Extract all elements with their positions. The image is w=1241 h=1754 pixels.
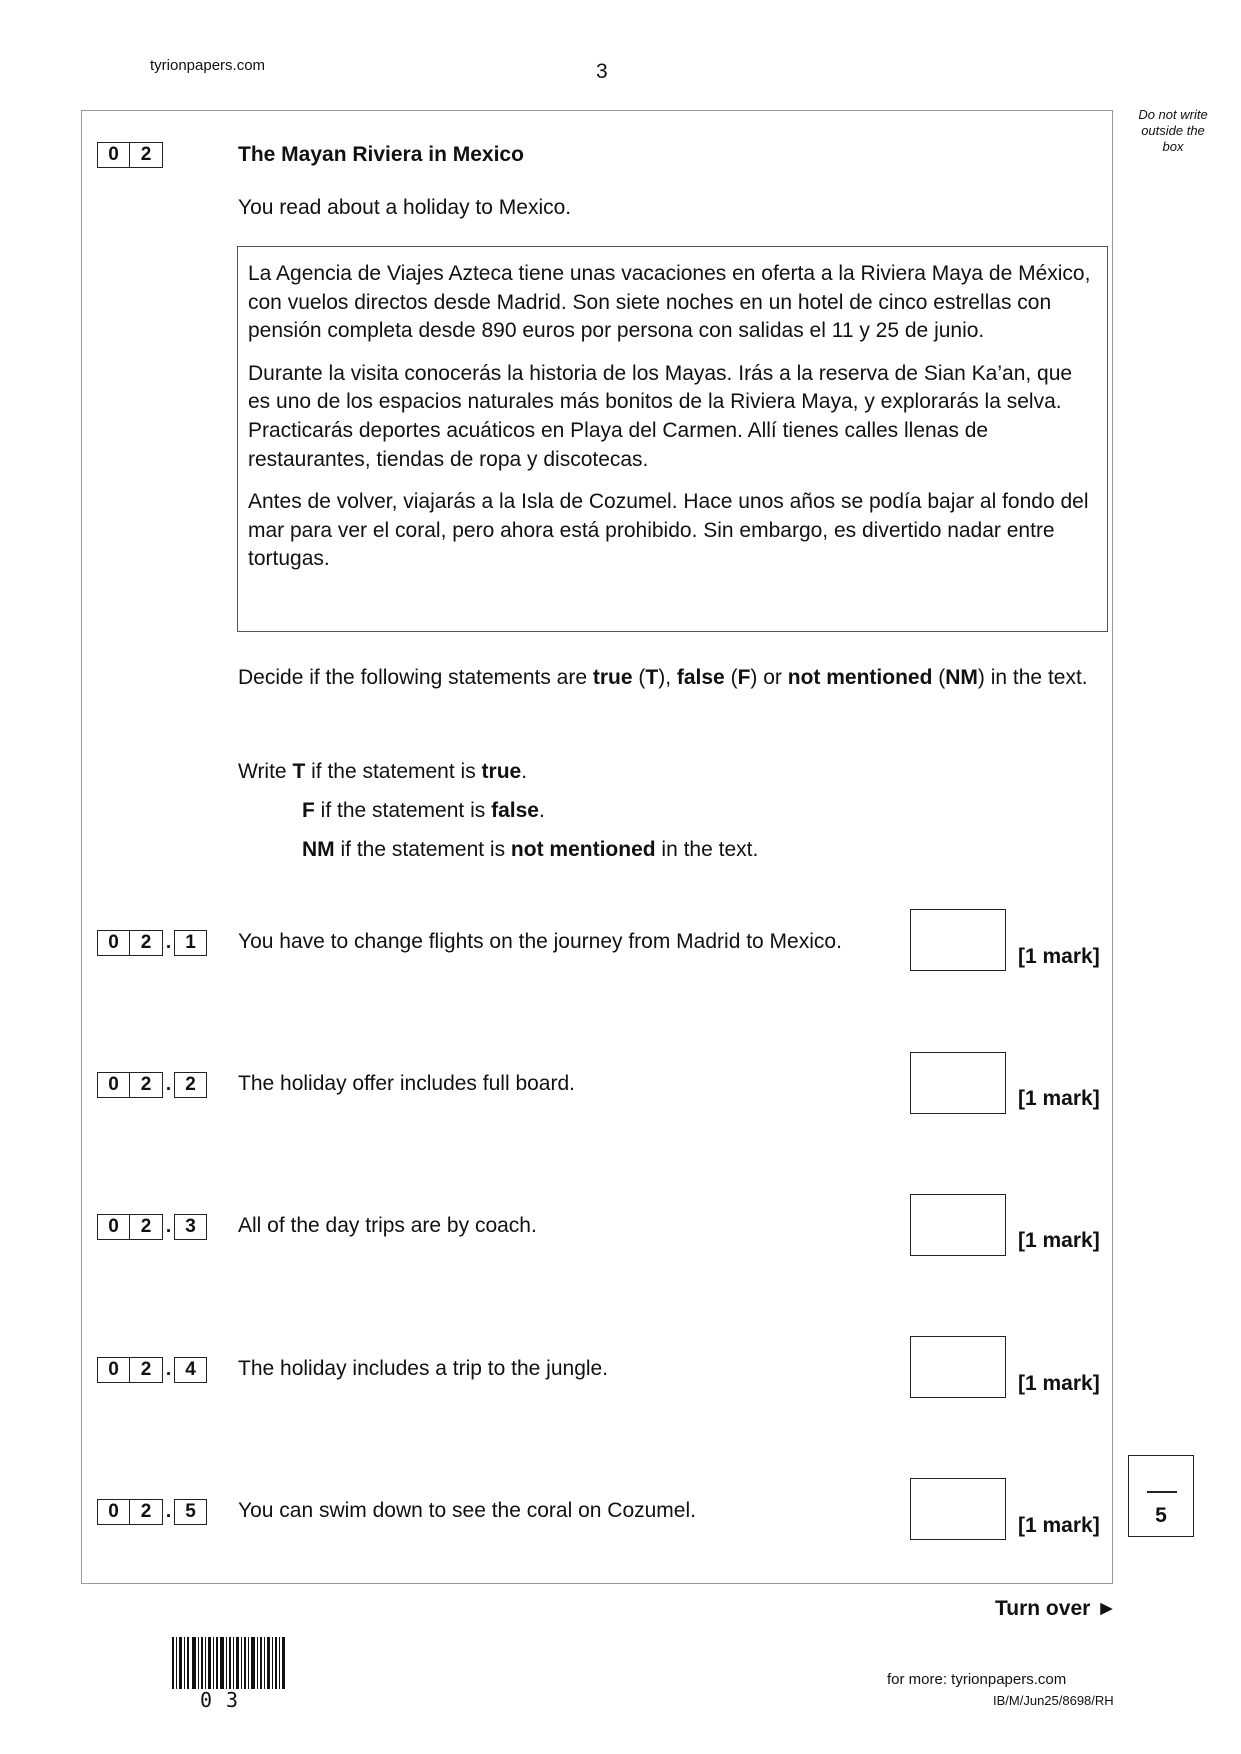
key-text: if the statement is — [314, 799, 492, 822]
total-marks-box — [1128, 1455, 1194, 1537]
number-dot: . — [165, 932, 172, 953]
true-word: true — [592, 666, 633, 689]
margin-note-line: Do not write — [1138, 107, 1208, 122]
passage-paragraph: Durante la visita conocerás la historia de los Mayas. Irás a la reserva de Sian Ka’an, que es uno de los espacios naturales más bonitos de la Riviera Maya, y explorarás la selva. Practicarás deportes acuáticos en Playa del Carmen. Allí tienes calles llenas de restaurantes, tiendas de ropa y discotecas. — [248, 361, 1073, 471]
key-text: if the statement is — [334, 838, 511, 861]
reading-passage — [237, 246, 1108, 632]
subquestion-digit: 3 — [174, 1214, 207, 1240]
mark-label: [1 mark] — [1018, 1514, 1100, 1537]
subquestion-number-box — [97, 1499, 207, 1525]
key-word: not mentioned — [510, 838, 656, 861]
question-digit: 2 — [130, 142, 163, 168]
question-digit: 0 — [97, 142, 130, 168]
subquestion-digit: 2 — [130, 1214, 163, 1240]
answer-key-instructions — [238, 752, 758, 869]
subquestion-text: You have to change flights on the journey from Madrid to Mexico. — [238, 930, 842, 953]
instruction-part: ( — [932, 666, 946, 689]
total-marks: 5 — [1155, 1504, 1167, 1527]
key-letter: T — [292, 760, 306, 783]
subquestion-number-box — [97, 1357, 207, 1383]
mark-label: [1 mark] — [1018, 1372, 1100, 1395]
mark-label: [1 mark] — [1018, 1229, 1100, 1252]
key-letter: F — [302, 799, 315, 822]
mark-label: [1 mark] — [1018, 1087, 1100, 1110]
answer-box[interactable] — [910, 1194, 1006, 1256]
subquestion-digit: 5 — [174, 1499, 207, 1525]
subquestion-digit: 0 — [97, 930, 130, 956]
instruction-part: ) in the text. — [977, 666, 1088, 689]
page-number: 3 — [596, 60, 608, 83]
answer-box[interactable] — [910, 909, 1006, 971]
key-text: if the statement is — [305, 760, 482, 783]
subquestion-digit: 2 — [130, 930, 163, 956]
passage-paragraph: La Agencia de Viajes Azteca tiene unas vacaciones en oferta a la Riviera Maya de México, con vuelos directos desde Madrid. Son siete noches en un hotel de cinco estrellas con pensión completa desde 890 euros por persona con salidas el 11 y 25 de junio. — [248, 262, 1091, 343]
subquestion-number-box — [97, 1072, 207, 1098]
instruction-part: ( — [724, 666, 738, 689]
turn-over: Turn over ► — [995, 1597, 1117, 1620]
total-line — [1147, 1491, 1177, 1493]
number-dot: . — [165, 1501, 172, 1522]
subquestion-digit: 2 — [130, 1357, 163, 1383]
number-dot: . — [165, 1359, 172, 1380]
margin-note — [1127, 107, 1219, 155]
nm-letters: NM — [945, 666, 978, 689]
instruction-part: ) or — [750, 666, 788, 689]
key-letter: NM — [302, 838, 335, 861]
subquestion-number-box — [97, 930, 207, 956]
number-dot: . — [165, 1216, 172, 1237]
subquestion-digit: 2 — [174, 1072, 207, 1098]
subquestion-digit: 0 — [97, 1072, 130, 1098]
subquestion-text: The holiday offer includes full board. — [238, 1072, 575, 1095]
key-word: false — [491, 799, 539, 822]
answer-box[interactable] — [910, 1052, 1006, 1114]
instruction-part: ), — [658, 666, 677, 689]
site-name: tyrionpapers.com — [150, 57, 266, 74]
for-more-link[interactable]: for more: tyrionpapers.com — [887, 1671, 1067, 1688]
number-dot: . — [165, 1074, 172, 1095]
question-number-box — [97, 142, 163, 168]
mark-label: [1 mark] — [1018, 945, 1100, 968]
subquestion-digit: 4 — [174, 1357, 207, 1383]
key-text: . — [538, 799, 545, 822]
instruction-text — [238, 664, 1098, 692]
barcode — [172, 1637, 286, 1689]
paper-code: IB/M/Jun25/8698/RH — [993, 1693, 1114, 1708]
subquestion-digit: 2 — [130, 1072, 163, 1098]
key-line-false — [238, 791, 758, 830]
false-word: false — [676, 666, 725, 689]
subquestion-digit: 0 — [97, 1357, 130, 1383]
subquestion-text: All of the day trips are by coach. — [238, 1214, 537, 1237]
subquestion-text: The holiday includes a trip to the jungle. — [238, 1357, 609, 1380]
t-letter: T — [645, 666, 659, 689]
key-text: in the text. — [655, 838, 759, 861]
subquestion-number-box — [97, 1214, 207, 1240]
key-word: true — [481, 760, 522, 783]
nm-words: not mentioned — [787, 666, 933, 689]
key-line-true — [238, 752, 758, 791]
f-letter: F — [737, 666, 751, 689]
answer-box[interactable] — [910, 1478, 1006, 1540]
key-text: . — [521, 760, 528, 783]
subquestion-digit: 1 — [174, 930, 207, 956]
subquestion-digit: 0 — [97, 1499, 130, 1525]
subquestion-digit: 0 — [97, 1214, 130, 1240]
margin-note-line: outside the — [1141, 123, 1205, 138]
instruction-part: ( — [632, 666, 646, 689]
instruction-part: Decide if the following statements are — [238, 666, 593, 689]
answer-box[interactable] — [910, 1336, 1006, 1398]
margin-note-line: box — [1162, 139, 1184, 154]
passage-paragraph: Antes de volver, viajarás a la Isla de Cozumel. Hace unos años se podía bajar al fondo del mar para ver el coral, pero ahora está prohibido. Sin embargo, es divertido nadar entre tortugas. — [248, 490, 1089, 571]
subquestion-text: You can swim down to see the coral on Cozumel. — [238, 1499, 696, 1522]
subquestion-digit: 2 — [130, 1499, 163, 1525]
barcode-number: 03 — [200, 1688, 253, 1712]
key-line-not-mentioned — [238, 830, 758, 869]
write-lead: Write — [238, 760, 293, 783]
question-title: The Mayan Riviera in Mexico — [238, 143, 524, 166]
question-intro: You read about a holiday to Mexico. — [238, 196, 572, 219]
